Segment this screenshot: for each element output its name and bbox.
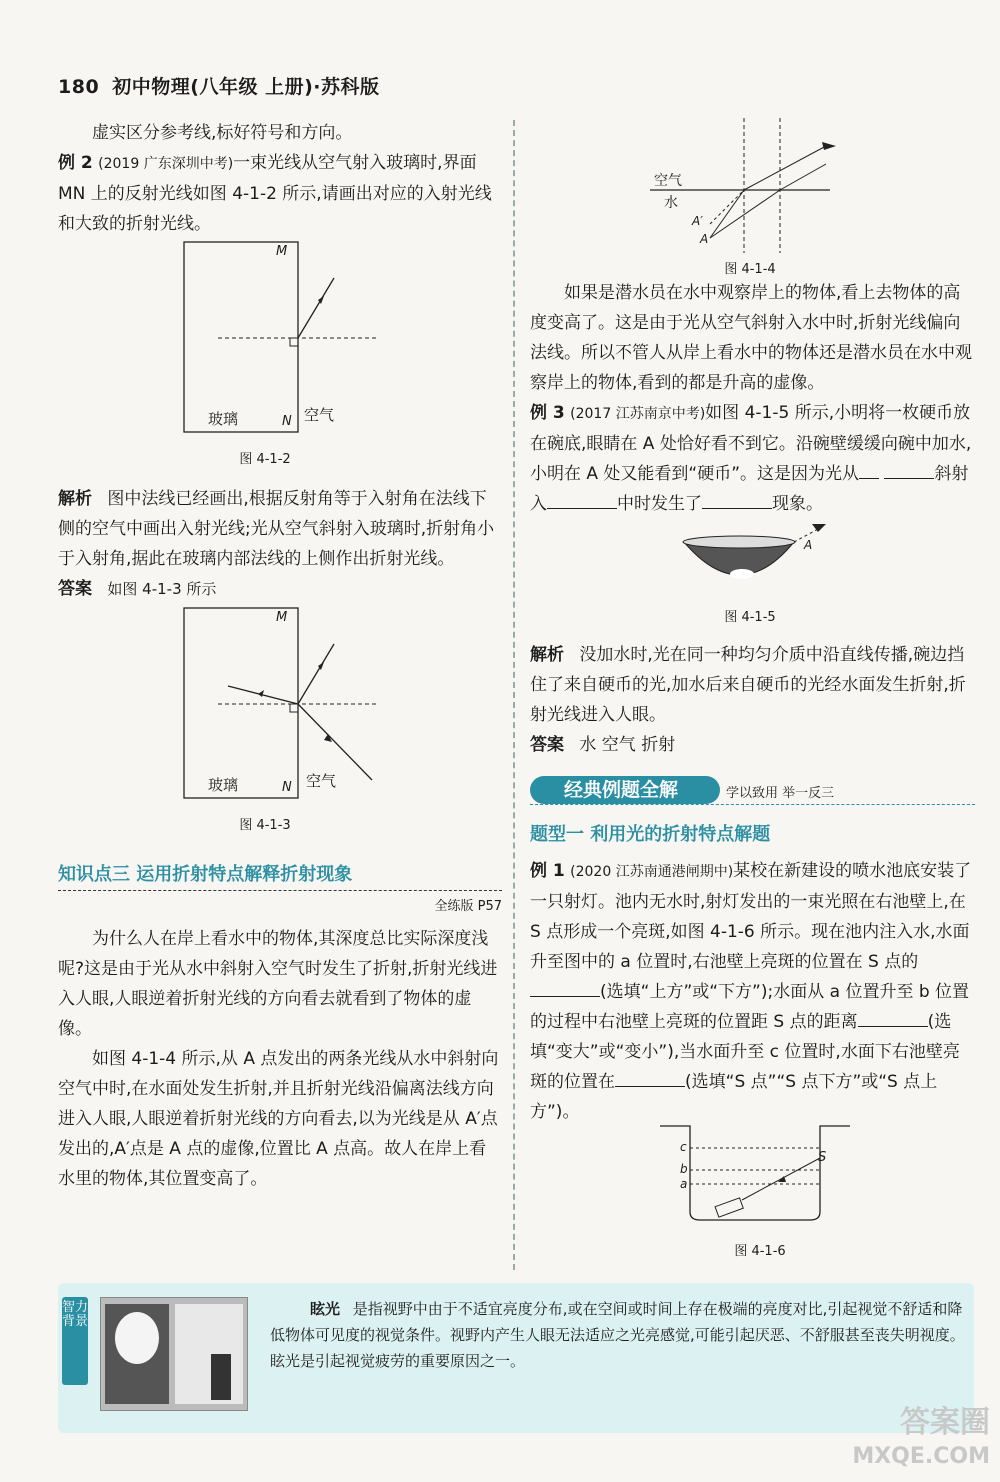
answer-1 [58, 574, 502, 604]
section-rule [530, 804, 975, 805]
column-divider [513, 120, 515, 1270]
question-type-1: 题型一 利用光的折射特点解题 [530, 824, 771, 845]
label-M: M [276, 244, 288, 259]
section-title: 经典例题全解 [530, 776, 720, 804]
example-3-text-b: 斜射入 [530, 464, 969, 514]
analysis-text: 图中法线已经画出,根据反射角等于入射角在法线下侧的空气中画出入射光线;光从空气斜射入玻璃时,折射角小于入射角,据此在玻璃内部法线的上侧作出折射光线。 [58, 489, 495, 569]
label-air: 空气 [306, 772, 337, 790]
figure-4-1-3-caption: 图 4-1-3 [239, 818, 291, 833]
label-A: A [700, 232, 709, 246]
watermark-line-1: 答案圈 [900, 1405, 990, 1440]
answer-2 [530, 730, 975, 760]
paragraph-diver: 如果是潜水员在水中观察岸上的物体,看上去物体的高度变高了。这是由于光从空气斜射入水中时,折射光线偏向法线。所以不管人从岸上看水中的物体还是潜水员在水中观察岸上的物体,看到的都是升高的虚像。 [530, 283, 972, 393]
example-3-text-a: 如图 4-1-5 所示,小明将一枚硬币放在碗底,眼睛在 A 处恰好看不到它。沿碗壁缓缓向碗中加水,小明在 A 处又能看到“硬币”。这是因为光从 [530, 403, 972, 484]
label-N: N [282, 414, 292, 429]
figure-4-1-2-caption: 图 4-1-2 [239, 452, 291, 467]
figure-4-1-4-caption: 图 4-1-4 [724, 262, 776, 277]
example-1-source: (2020 江苏南通港闸期中) [570, 864, 734, 880]
label-A: A [804, 538, 813, 552]
analysis-label: 解析 [58, 489, 92, 509]
example-3-text-d: 现象。 [772, 494, 823, 514]
example-1-text-b: (选填“上方”或“下方”);水面从 a 位置升至 b 位置的过程中右池壁上亮斑的位置距 S 点的距离 [530, 982, 970, 1032]
blank-1[interactable] [859, 462, 879, 479]
example-2-source: (2019 广东深圳中考) [98, 156, 234, 172]
blank-2[interactable] [547, 492, 617, 509]
blank-6[interactable] [615, 1070, 685, 1087]
page-header [58, 72, 380, 99]
analysis-label: 解析 [530, 645, 564, 665]
label-air: 空气 [654, 173, 682, 189]
knowledge-point-title: 知识点三 运用折射特点解释折射现象 [58, 864, 353, 885]
example-2-label: 例 2 [58, 153, 93, 173]
watermark [852, 1406, 990, 1474]
blank-5[interactable] [858, 1010, 928, 1027]
example-3 [530, 398, 975, 519]
figure-4-1-5 [670, 516, 840, 596]
analysis-2 [530, 640, 975, 730]
label-M: M [276, 610, 288, 625]
label-glass: 玻璃 [208, 776, 239, 794]
figure-4-1-2 [180, 238, 380, 438]
label-b: b [680, 1162, 688, 1176]
section-subtitle: 学以致用 举一反三 [726, 786, 835, 801]
figure-4-1-4 [650, 118, 850, 258]
glare-photo [100, 1297, 248, 1411]
figure-4-1-3 [180, 604, 380, 804]
figure-4-1-6-caption: 图 4-1-6 [734, 1244, 786, 1259]
figure-4-1-6 [660, 1122, 860, 1230]
knowledge-point-3 [58, 860, 502, 914]
example-3-source: (2017 江苏南京中考) [570, 406, 706, 422]
left-column-top [58, 118, 502, 239]
label-water: 水 [664, 195, 678, 211]
answer-label: 答案 [530, 735, 564, 755]
label-N: N [282, 780, 292, 795]
page-number: 180 [58, 76, 100, 98]
example-1-label: 例 1 [530, 861, 565, 881]
paragraph-depth: 为什么人在岸上看水中的物体,其深度总比实际深度浅呢?这是由于光从水中斜射入空气时发生了折射,折射光线进入人眼,人眼逆着折射光线的方向看去就看到了物体的虚像。 [58, 929, 498, 1039]
label-A-prime: A′ [692, 214, 703, 228]
background-tag: 智力背景 [62, 1297, 88, 1385]
paragraph-fig414: 如图 4-1-4 所示,从 A 点发出的两条光线从水中斜射向空气中时,在水面处发生折射,并且折射光线沿偏离法线方向进入人眼,人眼逆着折射光线的方向看去,以为光线是从 A′点发出的,A′点是 A 点的虚像,位置比 A 点高。故人在岸上看水里的物体,其位置变高了。 [58, 1049, 499, 1189]
blank-3[interactable] [702, 492, 772, 509]
label-a: a [680, 1177, 688, 1191]
example-1 [530, 856, 975, 1127]
example-3-label: 例 3 [530, 403, 565, 423]
example-1-text-c: (选填“变大”或“变小”),当水面升至 c 位置时,水面下右池壁亮斑的位置在 [530, 1012, 960, 1092]
example-1-text-d: (选填“S 点”“S 点下方”或“S 点上方”)。 [530, 1072, 938, 1122]
glare-definition: 是指视野中由于不适宜亮度分布,或在空间或时间上存在极端的亮度对比,引起视觉不舒适和降低物体可见度的视觉条件。视野内产生人眼无法适应之光亮感觉,可能引起厌恶、不舒服甚至丧失明视度。眩光是引起视觉疲劳的重要原因之一。 [270, 1300, 965, 1370]
blank-4[interactable] [530, 980, 600, 997]
answer-label: 答案 [58, 579, 92, 599]
watermark-line-2: MXQE.COM [852, 1444, 990, 1469]
answer-text: 如图 4-1-3 所示 [107, 580, 217, 598]
label-c: c [680, 1140, 687, 1154]
glare-term: 眩光 [310, 1300, 341, 1318]
label-glass: 玻璃 [208, 410, 239, 428]
example-2 [58, 148, 502, 239]
answer-text: 水 空气 折射 [579, 735, 676, 755]
label-S: S [818, 1150, 827, 1165]
intro-paragraph: 虚实区分参考线,标好符号和方向。 [92, 123, 353, 143]
knowledge-point-ref: 全练版 P57 [434, 899, 502, 914]
example-3-text-c: 中时发生了 [617, 494, 702, 514]
label-air: 空气 [304, 406, 335, 424]
example-2-text: 一束光线从空气射入玻璃时,界面 MN 上的反射光线如图 4-1-2 所示,请画出对应的入射光线和大致的折射光线。 [58, 153, 492, 234]
analysis-1 [58, 484, 502, 574]
blank-1b[interactable] [884, 462, 934, 479]
book-title: 初中物理(八年级 上册)·苏科版 [112, 76, 380, 98]
background-text-block [270, 1296, 966, 1374]
example-1-text-a: 某校在新建设的喷水池底安装了一只射灯。池内无水时,射灯发出的一束光照在右池壁上,在 S 点形成一个亮斑,如图 4-1-6 所示。现在池内注入水,水面升至图中的 a 位置时,右池壁上亮斑的位置在 S 点的 [530, 861, 972, 972]
figure-4-1-5-caption: 图 4-1-5 [724, 610, 776, 625]
analysis-text: 没加水时,光在同一种均匀介质中沿直线传播,碗边挡住了来自硬币的光,加水后来自硬币的光经水面发生折射,折射光线进入人眼。 [530, 645, 966, 725]
